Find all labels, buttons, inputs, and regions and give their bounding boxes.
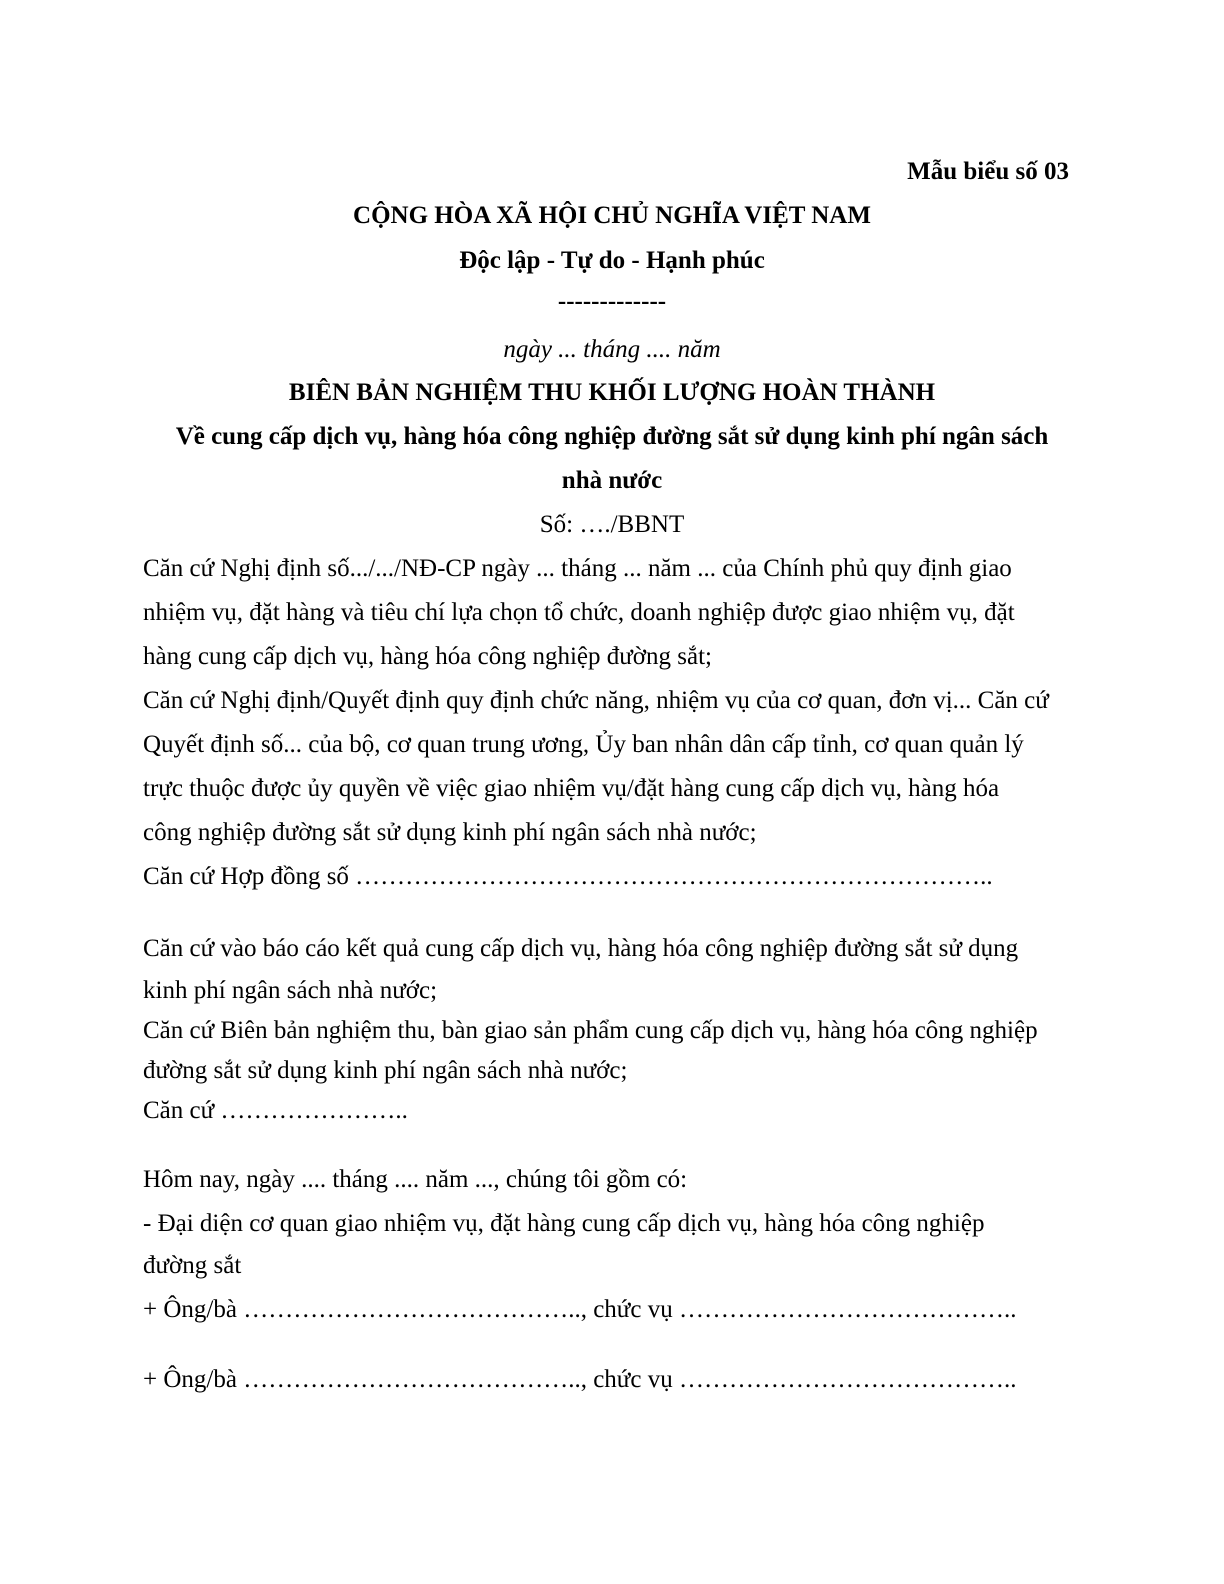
- nation-heading: CỘNG HÒA XÃ HỘI CHỦ NGHĨA VIỆT NAM: [353, 202, 871, 229]
- body-line: Căn cứ Biên bản nghiệm thu, bàn giao sản phẩm cung cấp dịch vụ, hàng hóa công nghiệp: [143, 1017, 1038, 1044]
- motto: Độc lập - Tự do - Hạnh phúc: [459, 247, 765, 274]
- body-line: nhiệm vụ, đặt hàng và tiêu chí lựa chọn tổ chức, doanh nghiệp được giao nhiệm vụ, đặt: [143, 599, 1015, 626]
- body-line: đường sắt sử dụng kinh phí ngân sách nhà nước;: [143, 1057, 628, 1084]
- body-line: hàng cung cấp dịch vụ, hàng hóa công nghiệp đường sắt;: [143, 643, 712, 670]
- representative-heading: - Đại diện cơ quan giao nhiệm vụ, đặt hàng cung cấp dịch vụ, hàng hóa công nghiệp: [143, 1210, 985, 1237]
- header-separator: -------------: [557, 288, 667, 315]
- form-code: Mẫu biểu số 03: [907, 158, 1069, 185]
- representative-entry: + Ông/bà ………………………………….., chức vụ …………………………………..: [143, 1366, 1017, 1393]
- body-line: Căn cứ vào báo cáo kết quả cung cấp dịch vụ, hàng hóa công nghiệp đường sắt sử dụng: [143, 935, 1019, 962]
- contract-line: Căn cứ Hợp đồng số …………………………………………………………………..: [143, 863, 993, 890]
- body-line: Căn cứ Nghị định/Quyết định quy định chức năng, nhiệm vụ của cơ quan, đơn vị... Căn cứ: [143, 687, 1049, 714]
- body-line: kinh phí ngân sách nhà nước;: [143, 977, 438, 1004]
- body-line: công nghiệp đường sắt sử dụng kinh phí ngân sách nhà nước;: [143, 819, 757, 846]
- date-line: ngày ... tháng .... năm: [503, 336, 721, 363]
- document-number: Số: …./BBNT: [539, 511, 685, 538]
- meeting-date-line: Hôm nay, ngày .... tháng .... năm ..., chúng tôi gồm có:: [143, 1166, 688, 1193]
- representative-entry: + Ông/bà ………………………………….., chức vụ …………………………………..: [143, 1296, 1017, 1323]
- document-title: BIÊN BẢN NGHIỆM THU KHỐI LƯỢNG HOÀN THÀNH: [288, 379, 936, 406]
- body-line: Căn cứ Nghị định số.../.../NĐ-CP ngày ... tháng ... năm ... của Chính phủ quy định giao: [143, 555, 1012, 582]
- body-line: trực thuộc được ủy quyền về việc giao nhiệm vụ/đặt hàng cung cấp dịch vụ, hàng hóa: [143, 775, 1000, 802]
- body-line: Căn cứ …………………..: [143, 1097, 408, 1124]
- document-subtitle: Về cung cấp dịch vụ, hàng hóa công nghiệp đường sắt sử dụng kinh phí ngân sách: [175, 423, 1049, 450]
- representative-heading-cont: đường sắt: [143, 1252, 242, 1279]
- document-subtitle-cont: nhà nước: [561, 467, 663, 494]
- body-line: Quyết định số... của bộ, cơ quan trung ương, Ủy ban nhân dân cấp tỉnh, cơ quan quản lý: [143, 731, 1024, 758]
